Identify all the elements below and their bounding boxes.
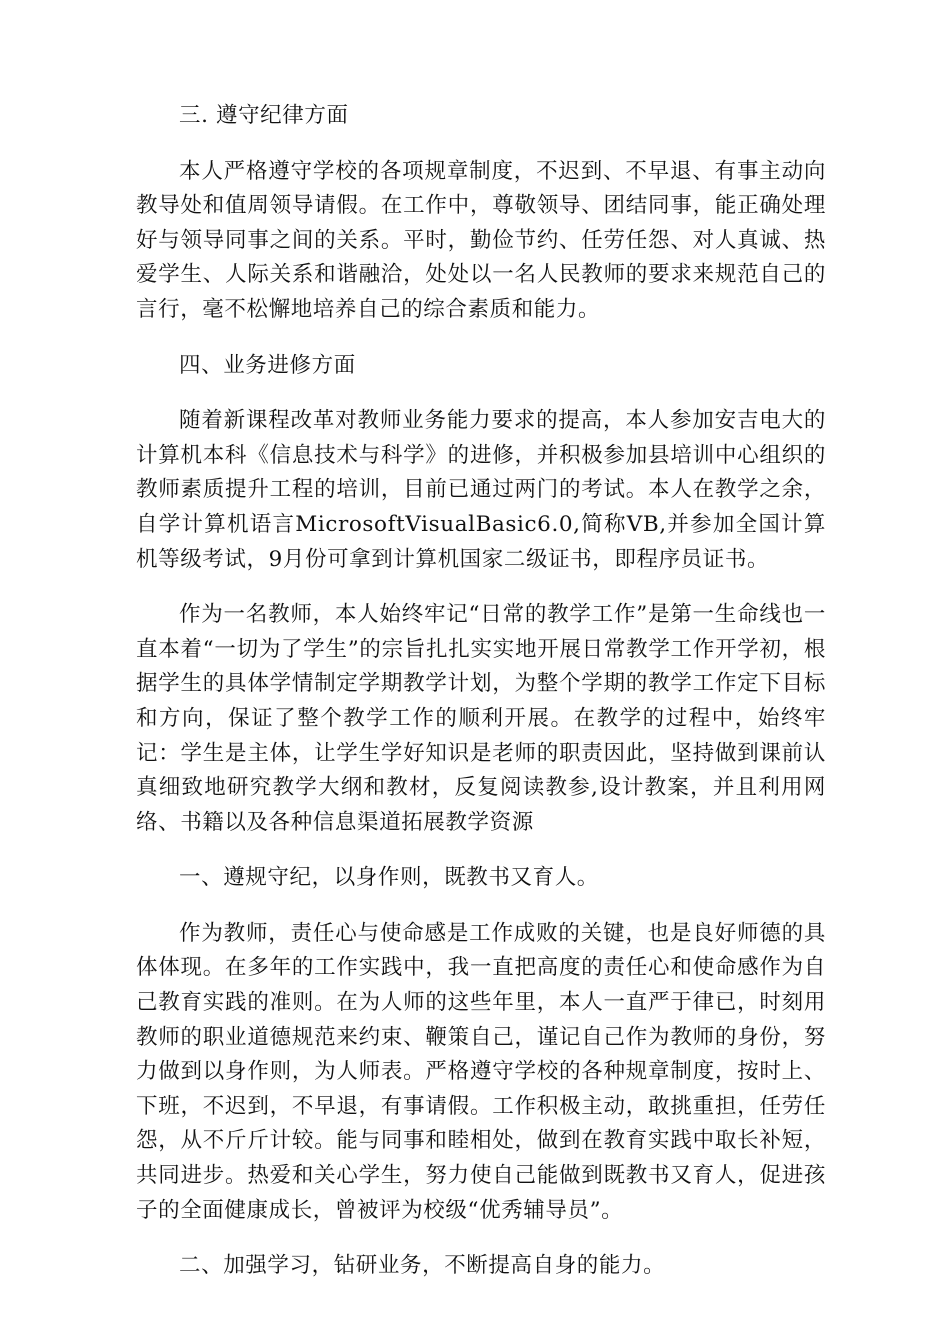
- paragraph-responsibility: 作为教师，责任心与使命感是工作成败的关键，也是良好师德的具体体现。在多年的工作实践中，我一直把高度的责任心和使命感作为自己教育实践的准则。在为人师的这些年里，本人一直严于律已，时刻用教师的职业道德规范来约束、鞭策自己，谨记自己作为教师的身份，努力做到以身作则，为人师表。严格遵守学校的各种规章制度，按时上、下班，不迟到，不早退，有事请假。工作积极主动，敢挑重担，任劳任怨，从不斤斤计较。能与同事和睦相处，做到在教育实践中取长补短，共同进步。热爱和关心学生，努力使自己能做到既教书又育人，促进孩子的全面健康成长，曾被评为校级“优秀辅导员”。: [136, 920, 826, 1223]
- section-heading-learning: 二、加强学习，钻研业务，不断提高自身的能力。: [179, 1253, 666, 1279]
- paragraph-teaching-work: 作为一名教师，本人始终牢记“日常的教学工作”是第一生命线也一直本着“一切为了学生”的宗旨扎扎实实地开展日常教学工作开学初，根据学生的具体学情制定学期教学计划，为整个学期的教学工作定下目标和方向，保证了整个教学工作的顺利开展。在教学的过程中，始终牢记：学生是主体，让学生学好知识是老师的职责因此，坚持做到课前认真细致地研究教学大纲和教材，反复阅读教参,设计教案，并且利用网络、书籍以及各种信息渠道拓展教学资源: [136, 602, 826, 835]
- paragraph-professional-study: 随着新课程改革对教师业务能力要求的提高，本人参加安吉电大的计算机本科《信息技术与科学》的进修，并积极参加县培训中心组织的教师素质提升工程的培训，目前已通过两门的考试。本人在教学之余，自学计算机语言MicrosoftVisualBasic6.0,简称VB,并参加全国计算机等级考试，9月份可拿到计算机国家二级证书，即程序员证书。: [136, 408, 826, 572]
- paragraph-discipline: 本人严格遵守学校的各项规章制度，不迟到、不早退、有事主动向教导处和值周领导请假。在工作中，尊敬领导、团结同事，能正确处理好与领导同事之间的关系。平时，勤俭节约、任劳任怨、对人真诚、热爱学生、人际关系和谐融洽，处处以一名人民教师的要求来规范自己的言行，毫不松懈地培养自己的综合素质和能力。: [136, 158, 826, 322]
- section-heading-discipline: 三. 遵守纪律方面: [179, 103, 349, 128]
- document-body: [136, 99, 826, 1305]
- section-heading-professional-study: 四、业务进修方面: [179, 352, 356, 378]
- section-heading-rules: 一、遵规守纪，以身作则，既教书又育人。: [179, 865, 599, 891]
